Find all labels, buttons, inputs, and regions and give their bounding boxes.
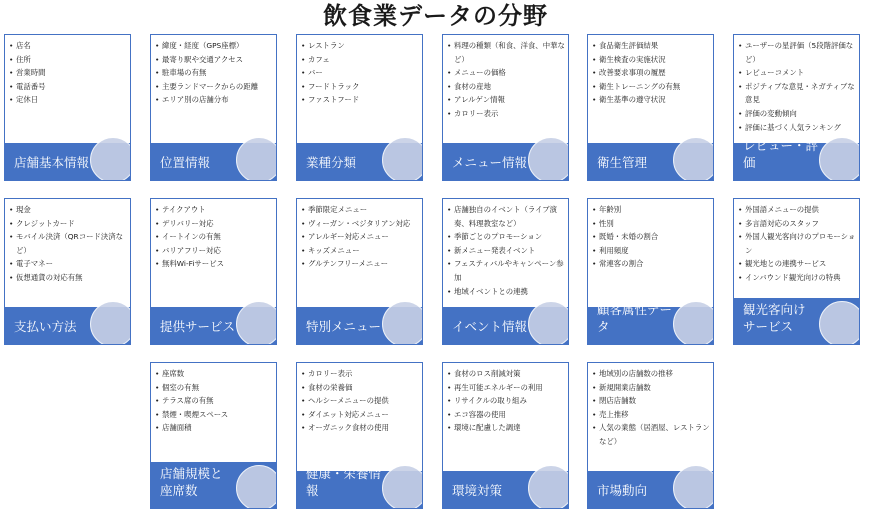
card-item: • アレルギー対応メニュー [301, 230, 419, 244]
card-label: 位置情報 [160, 155, 211, 170]
card-item: • レビューコメント [738, 66, 856, 80]
card-review [733, 34, 860, 181]
card-location [150, 34, 277, 181]
decorative-circle-icon [236, 301, 277, 345]
card-item: • 店名 [9, 39, 127, 53]
card-label: 市場動向 [597, 483, 648, 498]
card-item: • 食材の産地 [447, 80, 565, 94]
card-item-list [443, 35, 568, 121]
card-item: • 人気の業態（居酒屋、レストランなど） [592, 421, 710, 448]
card-label: 提供サービス [160, 319, 236, 334]
decorative-circle-icon [528, 465, 569, 509]
decorative-circle-icon [528, 137, 569, 181]
page-title: 飲食業データの分野 [323, 2, 548, 30]
card-item: • リサイクルの取り組み [447, 394, 565, 408]
card-label: 業種分類 [306, 155, 357, 170]
card-item: • インバウンド観光向けの特典 [738, 271, 856, 285]
card-payment [4, 198, 131, 345]
decorative-circle-icon [819, 137, 860, 181]
card-item: • テラス席の有無 [155, 394, 273, 408]
card-label: イベント情報 [452, 319, 528, 334]
card-item: • 仮想通貨の対応有無 [9, 271, 127, 285]
decorative-circle-icon [382, 465, 423, 509]
card-category [296, 34, 423, 181]
card-item: • エコ容器の使用 [447, 408, 565, 422]
card-label: 衛生管理 [597, 155, 648, 170]
card-item: • イートインの有無 [155, 230, 273, 244]
card-item: • 店舗独自のイベント（ライブ演奏、料理教室など） [447, 203, 565, 230]
card-item: • 電子マネー [9, 257, 127, 271]
card-item-list [151, 363, 276, 435]
card-item: • バリアフリー対応 [155, 244, 273, 258]
card-label: レビュー・評価 [743, 138, 819, 170]
card-item: • 外国語メニューの提供 [738, 203, 856, 217]
card-special [296, 198, 423, 345]
decorative-circle-icon [90, 137, 131, 181]
card-item: • 地域イベントとの連携 [447, 285, 565, 299]
card-item-list [5, 199, 130, 285]
card-item: • バー [301, 66, 419, 80]
card-item: • 緯度・経度（GPS座標） [155, 39, 273, 53]
decorative-circle-icon [382, 301, 423, 345]
card-hygiene [587, 34, 714, 181]
card-item: • 座席数 [155, 367, 273, 381]
decorative-circle-icon [528, 301, 569, 345]
card-item: • モバイル決済（QRコード決済など） [9, 230, 127, 257]
card-item: • 駐車場の有無 [155, 66, 273, 80]
card-item: • ヘルシーメニューの提供 [301, 394, 419, 408]
decorative-circle-icon [382, 137, 423, 181]
card-item: • レストラン [301, 39, 419, 53]
decorative-circle-icon [90, 301, 131, 345]
card-label: 店舗規模と 座席数 [160, 466, 223, 498]
card-label: 支払い方法 [14, 319, 77, 334]
card-item: • カロリー表示 [301, 367, 419, 381]
card-store [4, 34, 131, 181]
card-item-list [297, 35, 422, 107]
decorative-circle-icon [673, 301, 714, 345]
card-item: • 主要ランドマークからの距離 [155, 80, 273, 94]
card-item: • エリア別の店舗分布 [155, 93, 273, 107]
card-customer [587, 198, 714, 345]
card-item: • 個室の有無 [155, 381, 273, 395]
card-item: • 地域別の店舗数の推移 [592, 367, 710, 381]
card-item-list [297, 199, 422, 271]
card-item-list [297, 363, 422, 435]
card-item: • 食品衛生評価結果 [592, 39, 710, 53]
card-item: • ポジティブな意見・ネガティブな意見 [738, 80, 856, 107]
card-item: • 観光地との連携サービス [738, 257, 856, 271]
card-item: • 評価の変動傾向 [738, 107, 856, 121]
card-item: • 定休日 [9, 93, 127, 107]
card-label: 特別メニュー [306, 319, 382, 334]
card-item: • メニューの価格 [447, 66, 565, 80]
card-item: • 環境に配慮した調達 [447, 421, 565, 435]
card-item-list [734, 35, 859, 134]
card-label: 環境対策 [452, 483, 503, 498]
card-item-list [588, 199, 713, 271]
card-item: • 閉店店舗数 [592, 394, 710, 408]
card-item: • 利用頻度 [592, 244, 710, 258]
card-item: • 新メニュー発表イベント [447, 244, 565, 258]
card-service [150, 198, 277, 345]
card-item: • 衛生基準の遵守状況 [592, 93, 710, 107]
card-label: 観光客向け サービス [743, 302, 806, 334]
card-item: • ファストフード [301, 93, 419, 107]
decorative-circle-icon [819, 301, 860, 345]
card-item: • フェスティバルやキャンペーン参加 [447, 257, 565, 284]
card-item: • ヴィーガン・ベジタリアン対応 [301, 217, 419, 231]
card-item-list [734, 199, 859, 285]
card-item: • オーガニック食材の使用 [301, 421, 419, 435]
card-scale [150, 362, 277, 509]
card-item: • 禁煙・喫煙スペース [155, 408, 273, 422]
card-health [296, 362, 423, 509]
card-item: • 季節限定メニュー [301, 203, 419, 217]
card-market [587, 362, 714, 509]
card-item: • 新規開業店舗数 [592, 381, 710, 395]
card-item: • 電話番号 [9, 80, 127, 94]
card-item: • 住所 [9, 53, 127, 67]
card-item: • 既婚・未婚の割合 [592, 230, 710, 244]
card-item: • 年齢別 [592, 203, 710, 217]
card-item: • キッズメニュー [301, 244, 419, 258]
card-item: • フードトラック [301, 80, 419, 94]
card-item: • クレジットカード [9, 217, 127, 231]
card-event [442, 198, 569, 345]
card-item: • 衛生トレーニングの有無 [592, 80, 710, 94]
card-item: • 営業時間 [9, 66, 127, 80]
card-item: • 売上推移 [592, 408, 710, 422]
card-item: • 常連客の割合 [592, 257, 710, 271]
card-label: 顧客属性データ [597, 302, 673, 334]
decorative-circle-icon [673, 465, 714, 509]
card-label: 店舗基本情報 [14, 155, 90, 170]
card-label: メニュー情報 [452, 155, 528, 170]
card-item: • カロリー表示 [447, 107, 565, 121]
card-item-list [151, 199, 276, 271]
card-item: • 季節ごとのプロモーション [447, 230, 565, 244]
card-environment [442, 362, 569, 509]
card-item: • 衛生検査の実施状況 [592, 53, 710, 67]
decorative-circle-icon [236, 465, 277, 509]
card-item: • 店舗面積 [155, 421, 273, 435]
card-item: • グルテンフリーメニュー [301, 257, 419, 271]
card-item: • 料理の種類（和食、洋食、中華など） [447, 39, 565, 66]
card-item: • 評価に基づく人気ランキング [738, 121, 856, 135]
card-item: • 食材のロス削減対策 [447, 367, 565, 381]
card-item: • ダイエット対応メニュー [301, 408, 419, 422]
card-item: • 外国人観光客向けのプロモーション [738, 230, 856, 257]
card-item-list [5, 35, 130, 107]
card-item: • 現金 [9, 203, 127, 217]
card-item: • ユーザーの星評価（5段階評価など） [738, 39, 856, 66]
card-item-list [443, 199, 568, 298]
card-item: • 食材の栄養価 [301, 381, 419, 395]
decorative-circle-icon [673, 137, 714, 181]
card-item-list [588, 35, 713, 107]
card-item: • カフェ [301, 53, 419, 67]
card-item: • アレルゲン情報 [447, 93, 565, 107]
decorative-circle-icon [236, 137, 277, 181]
card-item-list [588, 363, 713, 449]
card-item: • 再生可能エネルギーの利用 [447, 381, 565, 395]
card-item: • 多言語対応のスタッフ [738, 217, 856, 231]
card-item: • 無料Wi-Fiサービス [155, 257, 273, 271]
card-item-list [151, 35, 276, 107]
card-item: • テイクアウト [155, 203, 273, 217]
card-tourism [733, 198, 860, 345]
card-item-list [443, 363, 568, 435]
card-menu [442, 34, 569, 181]
card-item: • デリバリー対応 [155, 217, 273, 231]
card-item: • 改善要求事項の履歴 [592, 66, 710, 80]
card-item: • 性別 [592, 217, 710, 231]
card-item: • 最寄り駅や交通アクセス [155, 53, 273, 67]
card-label: 健康・栄養情報 [306, 466, 382, 498]
